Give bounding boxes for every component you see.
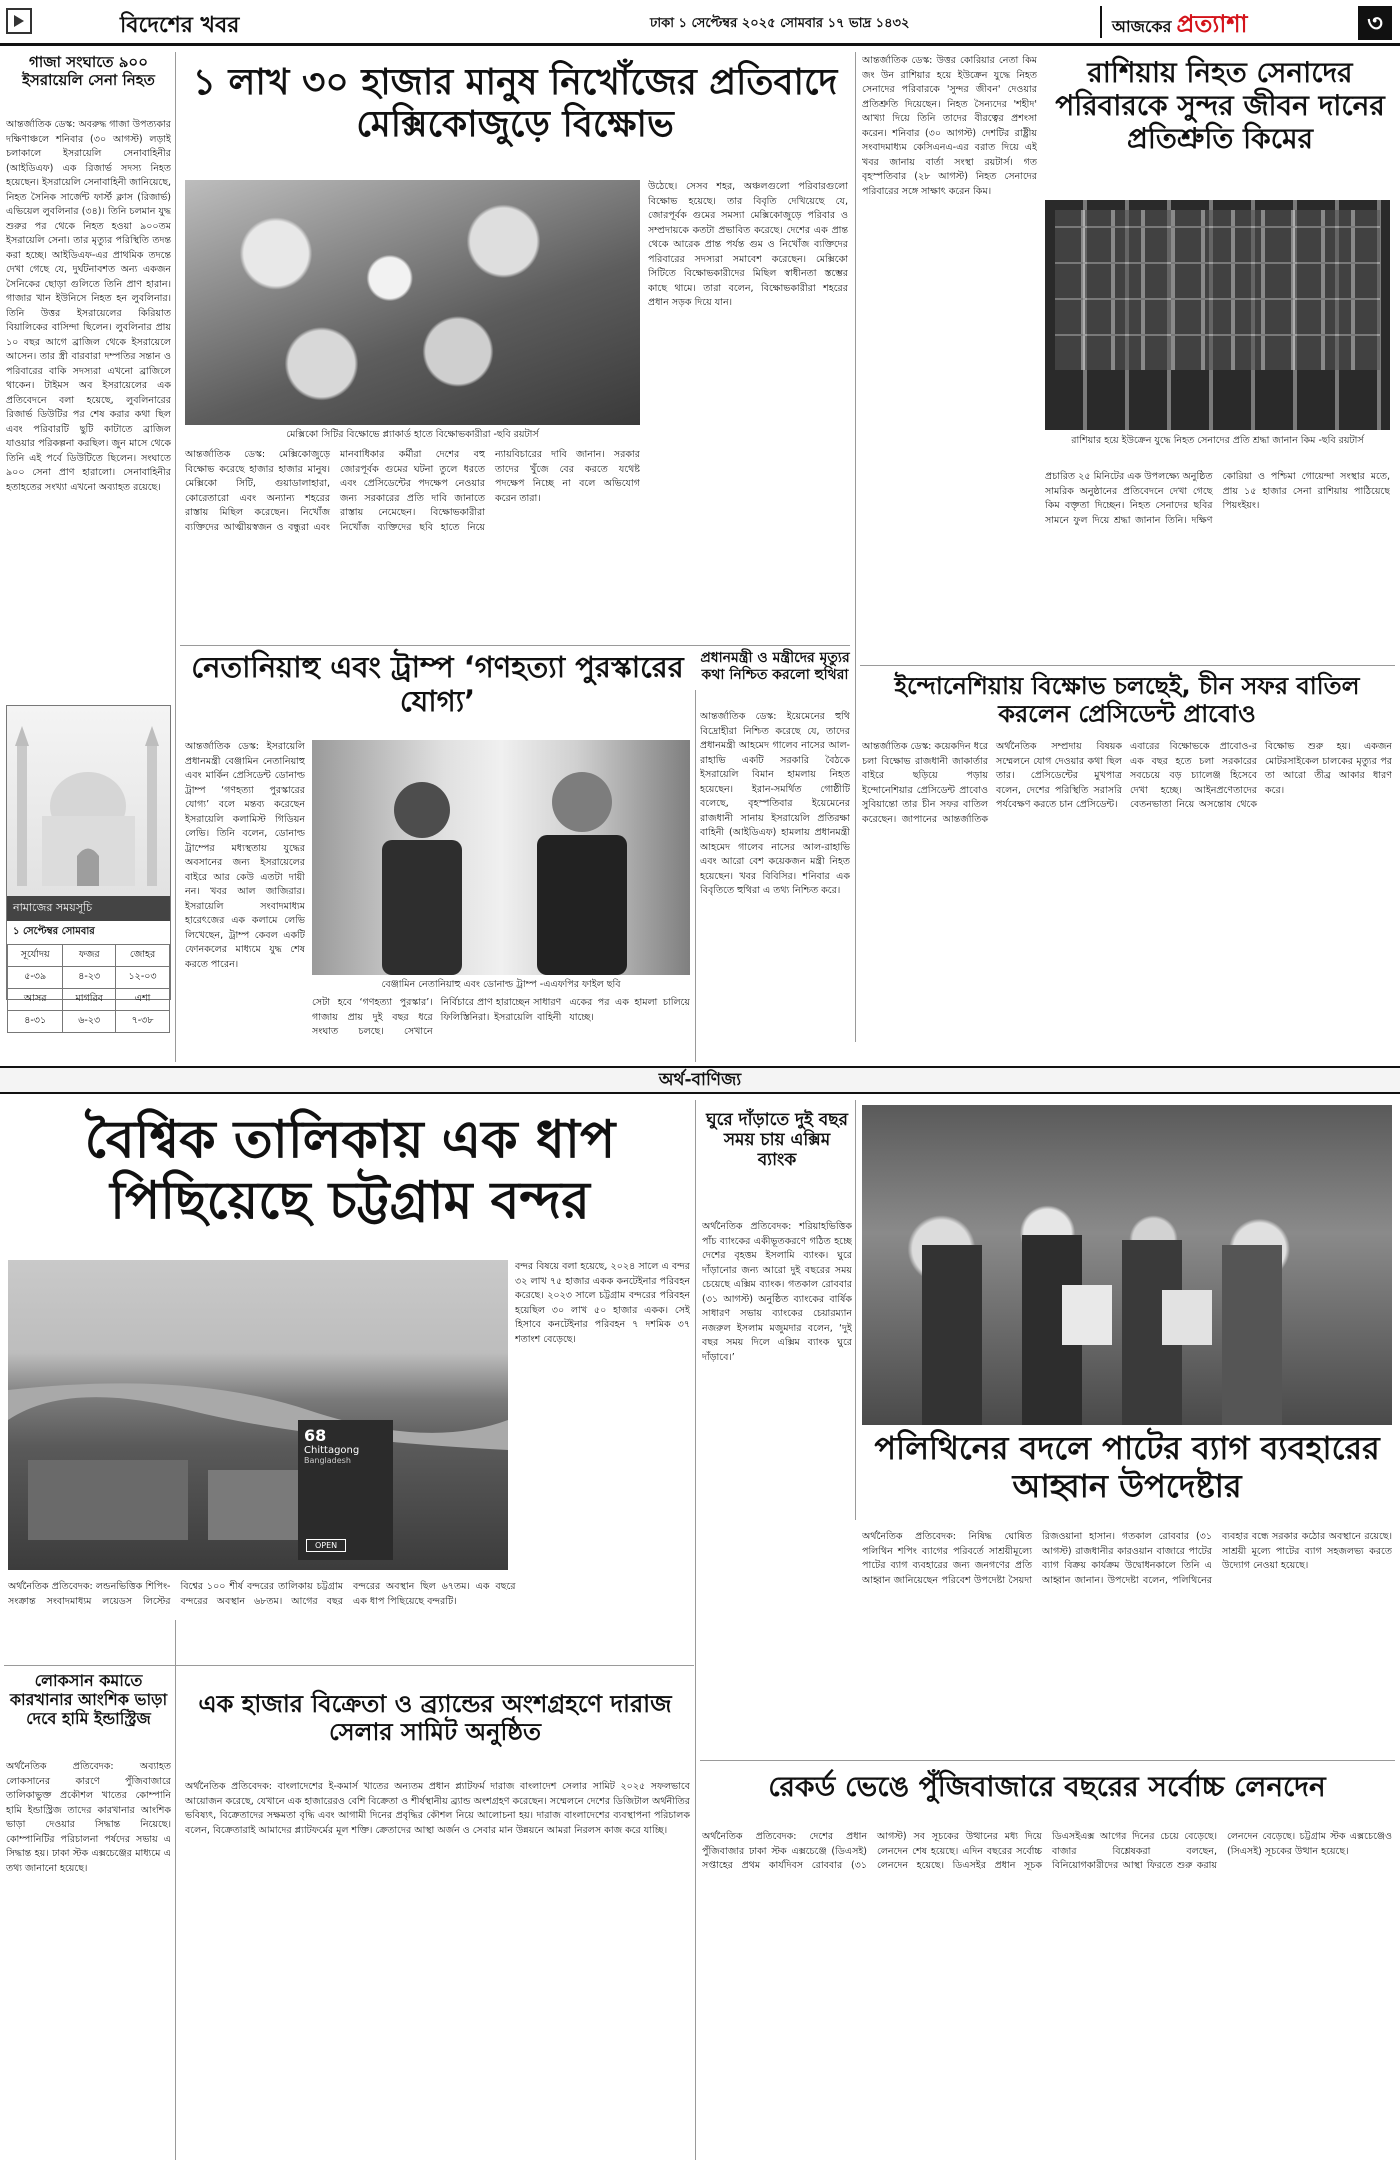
- port-rank-badge: [298, 1420, 393, 1560]
- jute-headline: পলিথিনের বদলে পাটের ব্যাগ ব্যবহারের আহ্বান উপদেষ্টার: [874, 1429, 1380, 1505]
- kim-caption: রাশিয়ার হয়ে ইউক্রেন যুদ্ধে নিহত সেনাদের প্রতি শ্রদ্ধা জানান কিম -ছবি রয়টার্স: [1071, 435, 1364, 446]
- factory-body: অর্থনৈতিক প্রতিবেদক: অব্যাহত লোকসানের কারণে পুঁজিবাজারে তালিকাভুক্ত প্রকৌশল খাতের কোম্পানি হামি ইন্ডাস্ট্রিজ তাদের কারখানার আংশিক ভাড়া দেওয়ার সিদ্ধান্ত নিয়েছে। কোম্পানিটির পরিচালনা পর্ষদের সভায় এ সিদ্ধান্ত হয়। ঢাকা স্টক এক্সচেঞ্জের মাধ্যমে এ তথ্য জানানো হয়েছে।: [6, 1761, 171, 1874]
- kim-photo: [1045, 200, 1390, 430]
- factory-headline: লোকসান কমাতে কারখানার আংশিক ভাড়া দেবে হামি ইন্ডাস্ট্রিজ: [9, 1671, 168, 1728]
- section-title: বিদেশের খবর: [120, 13, 240, 38]
- indonesia-body: আন্তর্জাতিক ডেস্ক: কয়েকদিন ধরে চলা বিক্ষোভ রাজধানী জাকার্তার বাইরে ছড়িয়ে পড়ায় ইন্দোনেশিয়ার প্রেসিডেন্ট প্রাবোও সুবিয়ান্তো তার চীন সফর বাতিল করেছেন। জাপানের আন্তর্জাতিক অর্থনৈতিক সম্প্রদায় বিষয়ক সম্মেলনে যোগ দেওয়ার কথা ছিল তার। প্রেসিডেন্টের মুখপাত্র বলেন, দেশের পরিস্থিতি সরাসরি পর্যবেক্ষণ করতে চান প্রেসিডেন্ট।: [862, 741, 1122, 825]
- kim-body-lower: প্রচারিত ২৫ মিনিটের এক উপলক্ষ্যে অনুষ্ঠিত সামরিক অনুষ্ঠানের প্রতিবেদনে দেখা গেছে কিম বক্তৃতা দিচ্ছেন। নিহত সেনাদের ছবির সামনে ফুল দিয়ে শ্রদ্ধা জানান তিনি। দক্ষিণ কোরিয়া ও পশ্চিমা গোয়েন্দা সংস্থার মতে, প্রায় ১৫ হাজার সেনা রাশিয়ায় পাঠিয়েছে পিয়ংইয়ং।: [1045, 471, 1390, 526]
- daraz-body: অর্থনৈতিক প্রতিবেদক: বাংলাদেশের ই-কমার্স খাতের অন্যতম প্রধান প্ল্যাটফর্ম দারাজ বাংলাদেশ সেলার সামিট ২০২৫ সফলভাবে আয়োজন করেছে, যেখানে এক হাজারেরও বেশি বিক্রেতা ও শীর্ষস্থানীয় ব্র্যান্ড অংশগ্রহণ করেছেন। সম্মেলনে দেশের ডিজিটাল অর্থনীতির ভবিষ্যৎ, বিক্রেতাদের সক্ষমতা বৃদ্ধি এবং আগামী দিনের প্রবৃদ্ধির কৌশল নিয়ে আলোচনা হয়। দারাজ বাংলাদেশের ব্যবস্থাপনা পরিচালক বলেন, বিক্রেতারাই আমাদের প্ল্যাটফর্মের মূল শক্তি। ক্রেতাদের আস্থা অর্জন ও সেবার মান উন্নয়নে আমরা নিরলস কাজ করে যাচ্ছি।: [185, 1781, 690, 1836]
- mexico-body-right: উঠেছে। সেসব শহর, অঞ্চলগুলো পরিবারগুলো বিক্ষোভ হয়েছে। তার বিবৃতি দেখিয়েছে যে, জোরপূর্বক গুমের সমস্যা মেক্সিকোজুড়ে পরিবার ও সম্প্রদায়কে কতটা প্রভাবিত করেছে। দেশের এক প্রান্ত থেকে আরেক প্রান্ত পর্যন্ত গুম ও নিখোঁজ ব্যক্তিদের পরিবারের সদস্যরা সমাবেশ করেছেন। মেক্সিকো সিটিতে বিক্ষোভকারীদের মিছিল স্বাধীনতা স্তম্ভের কাছে থামে। তারা বলেন, বিক্ষোভকারীরা শহরের প্রধান সড়ক দিয়ে যান।: [648, 181, 848, 308]
- kim-body: আন্তর্জাতিক ডেস্ক: উত্তর কোরিয়ার নেতা কিম জং উন রাশিয়ার হয়ে ইউক্রেন যুদ্ধে নিহত সেনাদের পরিবারকে 'সুন্দর জীবন' দেওয়ার প্রতিশ্রুতি দিয়েছেন। নিহত সৈন্যদের 'শহীদ' আখ্যা দিয়ে তিনি তাদের বীরত্বের প্রশংসা করেন। শনিবার (৩০ আগস্ট) দেশটির রাষ্ট্রীয় সংবাদমাধ্যম কেসিএনএ-এর বরাত দিয়ে এই খবর জানায় বার্তা সংস্থা রয়টার্স। গত বৃহস্পতিবার (২৮ আগস্ট) নিহত সেনাদের পরিবারের সঙ্গে সাক্ষাৎ করেন কিম।: [862, 55, 1037, 197]
- mexico-body-lower: আন্তর্জাতিক ডেস্ক: মেক্সিকোজুড়ে বিক্ষোভ করেছে হাজার হাজার মানুষ। মেক্সিকো সিটি, গুয়াডালাহারা, কোরেতারো এবং অন্যান্য শহরের রাস্তায় মিছিল করেছেন। নিখোঁজ ব্যক্তিদের আত্মীয়স্বজন ও বন্ধুরা এবং মানবাধিকার কর্মীরা দেশের বহু জোরপূর্বক গুমের ঘটনা তুলে ধরতে এবং প্রেসিডেন্টের পদক্ষেপ নেওয়ার জন্য সরকারের প্রতি দাবি জানাতে রাস্তায় নেমেছেন। বিক্ষোভকারীরা নিখোঁজ ব্যক্তিদের ছবি হাতে নিয়ে ন্যায়বিচারের দাবি জানান। সরকার তাদের খুঁজে বের করতে যথেষ্ট পদক্ষেপ নিচ্ছে না বলে অভিযোগ করেন তারা।: [185, 449, 640, 533]
- leaders-figure-icon: [312, 740, 690, 975]
- indonesia-headline: ইন্দোনেশিয়ায় বিক্ষোভ চলছেই, চীন সফর বাতিল করলেন প্রেসিডেন্ট প্রাবোও: [894, 672, 1360, 729]
- masthead-prefix: আজকের: [1112, 17, 1172, 36]
- prayer-box: [6, 705, 171, 1026]
- exim-body: অর্থনৈতিক প্রতিবেদক: শরিয়াহভিত্তিক পাঁচ ব্যাংকের একীভূতকরণে গঠিত হচ্ছে দেশের বৃহত্তম ইসলামি ব্যাংক। ঘুরে দাঁড়ানোর জন্য আরো দুই বছরের সময় চেয়েছে এক্সিম ব্যাংক। গতকাল রোববার (৩১ আগস্ট) অনুষ্ঠিত ব্যাংকের বার্ষিক সাধারণ সভায় ব্যাংকের চেয়ারম্যান নজরুল ইসলাম মজুমদার বলেন, ‘দুই বছর সময় দিলে এক্সিম ব্যাংক ঘুরে দাঁড়াবে।’: [702, 1221, 852, 1363]
- netanyahu-headline: নেতানিয়াহু এবং ট্রাম্প ‘গণহত্যা পুরস্কারের যোগ্য’: [191, 650, 684, 719]
- masthead-name: প্রত্যাশা: [1176, 10, 1248, 38]
- gaza-body: আন্তর্জাতিক ডেস্ক: অবরুদ্ধ গাজা উপত্যকার দক্ষিণাঞ্চলে শনিবার (৩০ আগস্ট) লড়াই চলাকালে ইসরায়েলি সেনাবাহিনীর (আইডিএফ) এক রিজার্ভ সদস্য নিহত হয়েছেন। ইসরায়েলি সেনাবাহিনী জানিয়েছে, নিহত সৈনিক সার্জেন্ট ফার্স্ট ক্লাস (রিজার্ভ) এভিয়েল লুবলিনার (৩৪)। তিনি চলমান যুদ্ধ শুরুর পর থেকে নিহত হওয়া ৯০০তম ইসরায়েলি সেনা। তার মৃত্যুর পরিস্থিতি তদন্ত করা হচ্ছে। আইডিএফ-এর প্রাথমিক তদন্তে দেখা গেছে যে, দুর্ঘটনাবশত অন্য একজন সৈনিকের ছোড়া গুলিতে তিনি প্রাণ হারান। গাজার খান ইউনিসে নিহত হন লুবলিনার। তিনি উত্তর ইসরায়েলের কিরিয়াত বিয়ালিকের বাসিন্দা ছিলেন। লুবলিনার প্রায় ১০ বছর আগে ব্রাজিল থেকে ইসরায়েলে আসেন। তার স্ত্রী বারবারা দম্পতির সন্তান ও পরিবারের বাকি সদস্যরা এখনো ব্রাজিলে থাকেন। টাইমস অব ইসরায়েলের এক প্রতিবেদনে বলা হয়েছে, লুবলিনারের রিজার্ভ ডিউটির পর শেষ করার কথা ছিল এবং পরিবারটি ছুটি কাটাতে ব্রাজিল যাওয়ার পরিকল্পনা করছিল। জুন মাসে থেকে তিনি এই পর্বে ডিউটিতে ছিলেন। সংঘাতে ৯০০ সেনা প্রাণ হারালো। সেনাবাহিনীর হতাহতের সংখ্যা এখনো অব্যাহত রয়েছে।: [6, 119, 171, 493]
- netanyahu-caption: বেঞ্জামিন নেতানিয়াহু এবং ডোনাল্ড ট্রাম্প -এএফপির ফাইল ছবি: [381, 979, 621, 990]
- page-header: [0, 0, 1400, 46]
- port-rank-open-button[interactable]: OPEN: [306, 1539, 346, 1552]
- daraz-headline: এক হাজার বিক্রেতা ও ব্র্যান্ডের অংশগ্রহণে দারাজ সেলার সামিট অনুষ্ঠিত: [198, 1690, 672, 1747]
- exim-headline: ঘুরে দাঁড়াতে দুই বছর সময় চায় এক্সিম ব্যাংক: [706, 1110, 848, 1171]
- port-body: অর্থনৈতিক প্রতিবেদক: লন্ডনভিত্তিক শিপিং-সংক্রান্ত সংবাদমাধ্যম লয়েডস লিস্টের বিশ্বের ১০০ শীর্ষ বন্দরের তালিকায় চট্টগ্রাম বন্দরের অবস্থান ৬৮তম। আগের বছর বন্দরের অবস্থান ছিল ৬৭তম। এক বছরে এক ধাপ পিছিয়েছে বন্দরটি।: [8, 1581, 516, 1607]
- prayer-title: নামাজের সময়সূচি: [7, 896, 170, 921]
- mexico-headline: ১ লাখ ৩০ হাজার মানুষ নিখোঁজের প্রতিবাদে মেক্সিকোজুড়ে বিক্ষোভ: [192, 62, 838, 146]
- event-people-icon: [862, 1105, 1392, 1425]
- port-rank-number: 68: [304, 1426, 327, 1445]
- mexico-photo: [185, 180, 640, 425]
- netanyahu-body2: সেটা হবে ‘গণহত্যা পুরস্কার’। গাজায় প্রায় দুই বছর ধরে সংঘাত চলছে। সেখানে নির্বিচারে প্রাণ হারাচ্ছেন সাধারণ ফিলিস্তিনিরা। ইসরায়েলি বাহিনী একের পর এক হামলা চালিয়ে যাচ্ছে।: [312, 997, 690, 1037]
- stock-headline: রেকর্ড ভেঙে পুঁজিবাজারে বছরের সর্বোচ্চ লেনদেন: [768, 1770, 1326, 1803]
- kim-headline: রাশিয়ায় নিহত সেনাদের পরিবারকে সুন্দর জীবন দানের প্রতিশ্রুতি কিমের: [1055, 56, 1385, 156]
- mexico-caption: মেক্সিকো সিটির বিক্ষোভে প্ল্যাকার্ড হাতে বিক্ষোভকারীরা -ছবি রয়টার্স: [286, 429, 539, 440]
- port-headline: বৈশ্বিক তালিকায় এক ধাপ পিছিয়েছে চট্টগ্রাম বন্দর: [84, 1110, 616, 1232]
- yemen-body: আন্তর্জাতিক ডেস্ক: ইয়েমেনের হুথি বিদ্রোহীরা নিশ্চিত করেছে যে, তাদের প্রধানমন্ত্রী আহমেদ গালেব নাসের আল-রাহাভি একটি সরকারি বৈঠকে ইসরায়েলি বিমান হামলায় নিহত হয়েছেন। ইরান-সমর্থিত গোষ্ঠীটি বলেছে, বৃহস্পতিবার ইয়েমেনের রাজধানী সানায় ইসরায়েলি প্রতিরক্ষা বাহিনী (আইডিএফ) হামলায় প্রধানমন্ত্রী আহমেদ গালেব নাসের আল-রাহাভি এবং আরো বেশ কয়েকজন মন্ত্রী নিহত হয়েছেন। খবর বিবিসির। শনিবার এক বিবৃতিতে হুথিরা এ তথ্য নিশ্চিত করে।: [700, 711, 850, 896]
- prayer-table: সূর্যোদয় ফজর জোহর ৫-৩৯ ৪-২৩ ১২-০৩ আসর মাগরিব এশা ৪-৩১ ৬-২৩ ৭-৩৮: [7, 944, 170, 1033]
- masthead: [1100, 6, 1248, 38]
- yemen-headline: প্রধানমন্ত্রী ও মন্ত্রীদের মৃত্যুর কথা নিশ্চিত করলো হুথিরা: [700, 650, 850, 683]
- section-bar-business: অর্থ-বাণিজ্য: [0, 1066, 1400, 1094]
- mosque-image: [7, 706, 170, 896]
- netanyahu-trump-photo: [312, 740, 690, 975]
- port-rank-country: Bangladesh: [304, 1456, 351, 1465]
- jute-body: অর্থনৈতিক প্রতিবেদক: নিষিদ্ধ ঘোষিত পলিথিন শপিং ব্যাগের পরিবর্তে সাশ্রয়ীমূল্যে পাটের ব্যাগ ব্যবহারের জন্য জনগণের প্রতি আহ্বান জানিয়েছেন পরিবেশ উপদেষ্টা সৈয়দা রিজওয়ানা হাসান। গতকাল রোববার (৩১ আগস্ট) রাজধানীর কারওয়ান বাজারে পাটের ব্যাগ বিক্রয় কার্যক্রম উদ্বোধনকালে তিনি এ আহ্বান জানান। উপদেষ্টা বলেন, পলিথিনের ব্যবহার বন্ধে সরকার কঠোর অবস্থানে রয়েছে। সাশ্রয়ী মূল্যে পাটের ব্যাগ সহজলভ্য করতে উদ্যোগ নেওয়া হয়েছে।: [862, 1531, 1392, 1586]
- page-number: ৩: [1358, 6, 1392, 40]
- port-aerial-icon: [8, 1260, 508, 1570]
- mosque-icon: [7, 706, 170, 896]
- port-rank-name: Chittagong: [304, 1445, 360, 1456]
- dateline: ঢাকা ১ সেপ্টেম্বর ২০২৫ সোমবার ১৭ ভাদ্র ১৪৩২: [650, 16, 910, 31]
- stock-body: অর্থনৈতিক প্রতিবেদক: দেশের প্রধান পুঁজিবাজার ঢাকা স্টক এক্সচেঞ্জে (ডিএসই) সপ্তাহের প্রথম কার্যদিবস রোববার (৩১ আগস্ট) সব সূচকের উত্থানের মধ্য দিয়ে লেনদেন শেষ হয়েছে। এদিন বছরের সর্বোচ্চ লেনদেন হয়েছে। ডিএসইর প্রধান সূচক ডিএসইএক্স আগের দিনের চেয়ে বেড়েছে। বাজার বিশ্লেষকরা বলছেন, বিনিয়োগকারীদের আস্থা ফিরতে শুরু করায় লেনদেন বেড়েছে। চট্টগ্রাম স্টক এক্সচেঞ্জেও (সিএসই) সূচকের উত্থান হয়েছে।: [702, 1831, 1392, 1871]
- page-flip-icon[interactable]: [6, 8, 32, 34]
- port-photo: [8, 1260, 508, 1570]
- port-body2: বন্দর বিষয়ে বলা হয়েছে, ২০২৪ সালে এ বন্দর ৩২ লাখ ৭৫ হাজার একক কনটেইনার পরিবহন করেছে। ২০২৩ সালে চট্টগ্রাম বন্দরের পরিবহন হয়েছিল ৩০ লাখ ৫০ হাজার একক। সেই হিসাবে কনটেইনার পরিবহন ৭ দশমিক ৩৭ শতাংশ বেড়েছে।: [515, 1261, 690, 1345]
- gaza-headline: গাজা সংঘাতে ৯০০ ইসরায়েলি সেনা নিহত: [22, 53, 155, 89]
- indonesia-body2: এবারের বিক্ষোভকে প্রাবোও-র এক বছর হতে চলা সরকারের সবচেয়ে বড় চ্যালেঞ্জ হিসেবে দেখা হচ্ছে। আইনপ্রণেতাদের বেতনভাতা নিয়ে অসন্তোষ থেকে বিক্ষোভ শুরু হয়। একজন মোটরসাইকেল চালকের মৃত্যুর পর তা আরো তীব্র আকার ধারণ করে।: [1130, 741, 1392, 810]
- netanyahu-body: আন্তর্জাতিক ডেস্ক: ইসরায়েলি প্রধানমন্ত্রী বেঞ্জামিন নেতানিয়াহু এবং মার্কিন প্রেসিডেন্ট ডোনাল্ড ট্রাম্প ‘গণহত্যা পুরস্কারের যোগ্য’ বলে মন্তব্য করেছেন ইসরায়েলি কলামিস্ট গিডিয়ন লেভি। তিনি বলেন, ডোনাল্ড ট্রাম্পের মধ্যস্থতায় যুদ্ধের অবসানের জন্য ইসরায়েলের বাইরে আর কেউ এতটা দায়ী নন। খবর আল জাজিরার। ইসরায়েলি সংবাদমাধ্যম হারেৎজের এক কলামে লেভি লিখেছেন, ট্রাম্প কেবল একটি ফোনকলের মাধ্যমে যুদ্ধ শেষ করতে পারেন।: [185, 741, 305, 970]
- jute-event-photo: [862, 1105, 1392, 1425]
- prayer-date: ১ সেপ্টেম্বর সোমবার: [13, 926, 95, 937]
